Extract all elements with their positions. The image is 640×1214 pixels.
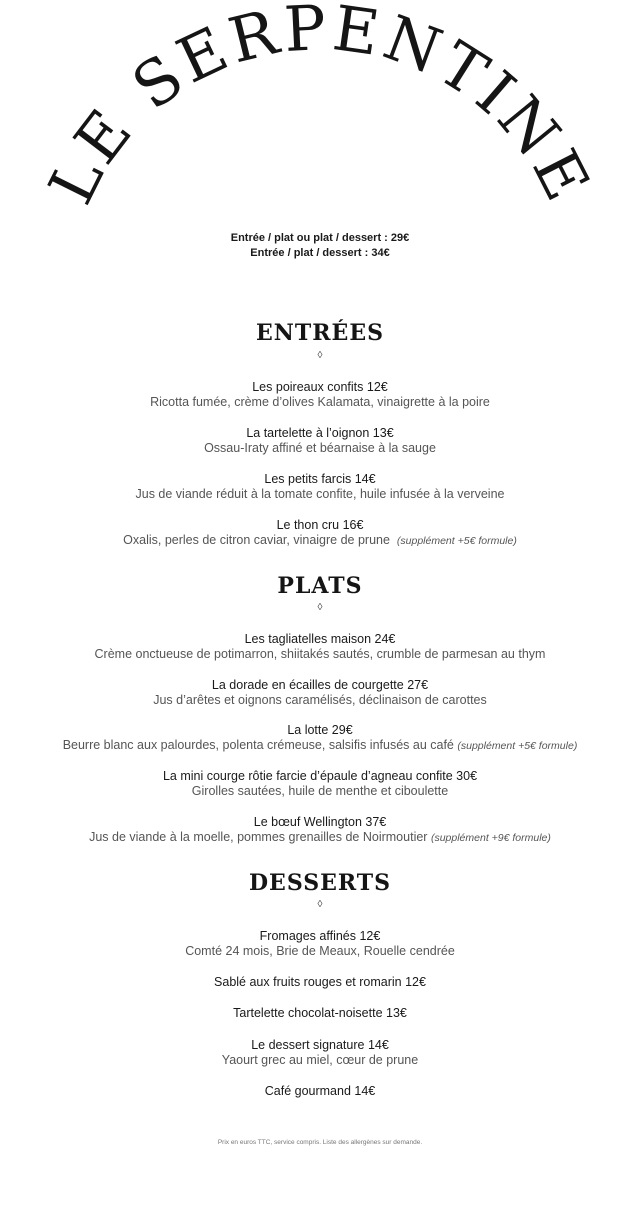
formula-price-three-courses: Entrée / plat / dessert : 34€ [250, 247, 390, 259]
menu-item [0, 1084, 640, 1099]
menu-item [0, 472, 640, 502]
menu-item-description-text: Jus de viande à la moelle, pommes grenailles de Noirmoutier [89, 830, 428, 844]
menu-item-description: Girolles sautées, huile de menthe et ciboulette [191, 784, 449, 798]
menu-item-description: Yaourt grec au miel, cœur de prune [221, 1053, 419, 1067]
menu-item-name: Fromages affinés 12€ [259, 929, 381, 943]
menu-item-name: La dorade en écailles de courgette 27€ [211, 678, 429, 692]
formula-prices [0, 231, 640, 261]
menu-item-name: Sablé aux fruits rouges et romarin 12€ [214, 975, 426, 989]
menu-item-name: La lotte 29€ [287, 723, 353, 737]
menu-item [0, 380, 640, 410]
menu-item-name: Café gourmand 14€ [264, 1084, 376, 1098]
menu-item [0, 975, 640, 990]
menu-item-description: Ricotta fumée, crème d’olives Kalamata, vinaigrette à la poire [150, 395, 490, 409]
menu-item [0, 678, 640, 708]
menu-item-name: Les tagliatelles maison 24€ [244, 632, 396, 646]
menu-item-name: Le thon cru 16€ [276, 518, 364, 532]
menu-item [0, 1038, 640, 1068]
menu-item-name: Tartelette chocolat-noisette 13€ [233, 1006, 407, 1020]
menu-item-name: La tartelette à l’oignon 13€ [246, 426, 394, 440]
menu-item-description [0, 738, 640, 754]
menu-item-name: Les poireaux confits 12€ [252, 380, 388, 394]
menu-item [0, 518, 640, 549]
menu-item-supplement: (supplément +9€ formule) [430, 832, 551, 844]
section-title-entrees: ENTRÉES [256, 320, 384, 346]
menu-item [0, 769, 640, 799]
menu-item-description: Comté 24 mois, Brie de Meaux, Rouelle cendrée [185, 944, 455, 958]
menu-item [0, 723, 640, 754]
formula-price-two-courses: Entrée / plat ou plat / dessert : 29€ [230, 232, 410, 244]
section-title-desserts: DESSERTS [248, 870, 392, 896]
diamond-divider-icon: ◊ [317, 602, 323, 613]
menu-item-description-text: Oxalis, perles de citron caviar, vinaigre de prune [123, 533, 390, 547]
menu-item-name: Les petits farcis 14€ [264, 472, 376, 486]
diamond-divider-icon: ◊ [317, 899, 323, 910]
menu-item [0, 815, 640, 846]
menu-item [0, 1006, 640, 1021]
menu-item-description: Jus de viande réduit à la tomate confite, huile infusée à la verveine [135, 487, 505, 501]
menu-item [0, 929, 640, 959]
menu-item [0, 632, 640, 662]
diamond-divider-icon: ◊ [317, 350, 323, 361]
menu-item-description [0, 830, 640, 846]
menu-item-name: Le bœuf Wellington 37€ [253, 815, 387, 829]
menu-item [0, 426, 640, 456]
menu-item-supplement: (supplément +5€ formule) [396, 535, 517, 547]
menu-item-name: La mini courge rôtie farcie d’épaule d’agneau confite 30€ [162, 769, 478, 783]
footer-note: Prix en euros TTC, service compris. Liste des allergènes sur demande. [217, 1139, 423, 1146]
menu-item-description [0, 533, 640, 549]
menu-item-description: Jus d’arêtes et oignons caramélisés, déclinaison de carottes [153, 693, 487, 707]
restaurant-title-text: LE SERPENTINE [34, 0, 606, 215]
menu-item-name: Le dessert signature 14€ [251, 1038, 389, 1052]
menu-item-description: Crème onctueuse de potimarron, shiitakés sautés, crumble de parmesan au thym [94, 647, 546, 661]
menu-item-description: Ossau-Iraty affiné et béarnaise à la sauge [204, 441, 436, 455]
menu-item-supplement: (supplément +5€ formule) [457, 740, 578, 752]
restaurant-title [34, 0, 605, 215]
section-title-plats: PLATS [277, 573, 363, 599]
menu-item-description-text: Beurre blanc aux palourdes, polenta crémeuse, salsifis infusés au café [62, 738, 454, 752]
